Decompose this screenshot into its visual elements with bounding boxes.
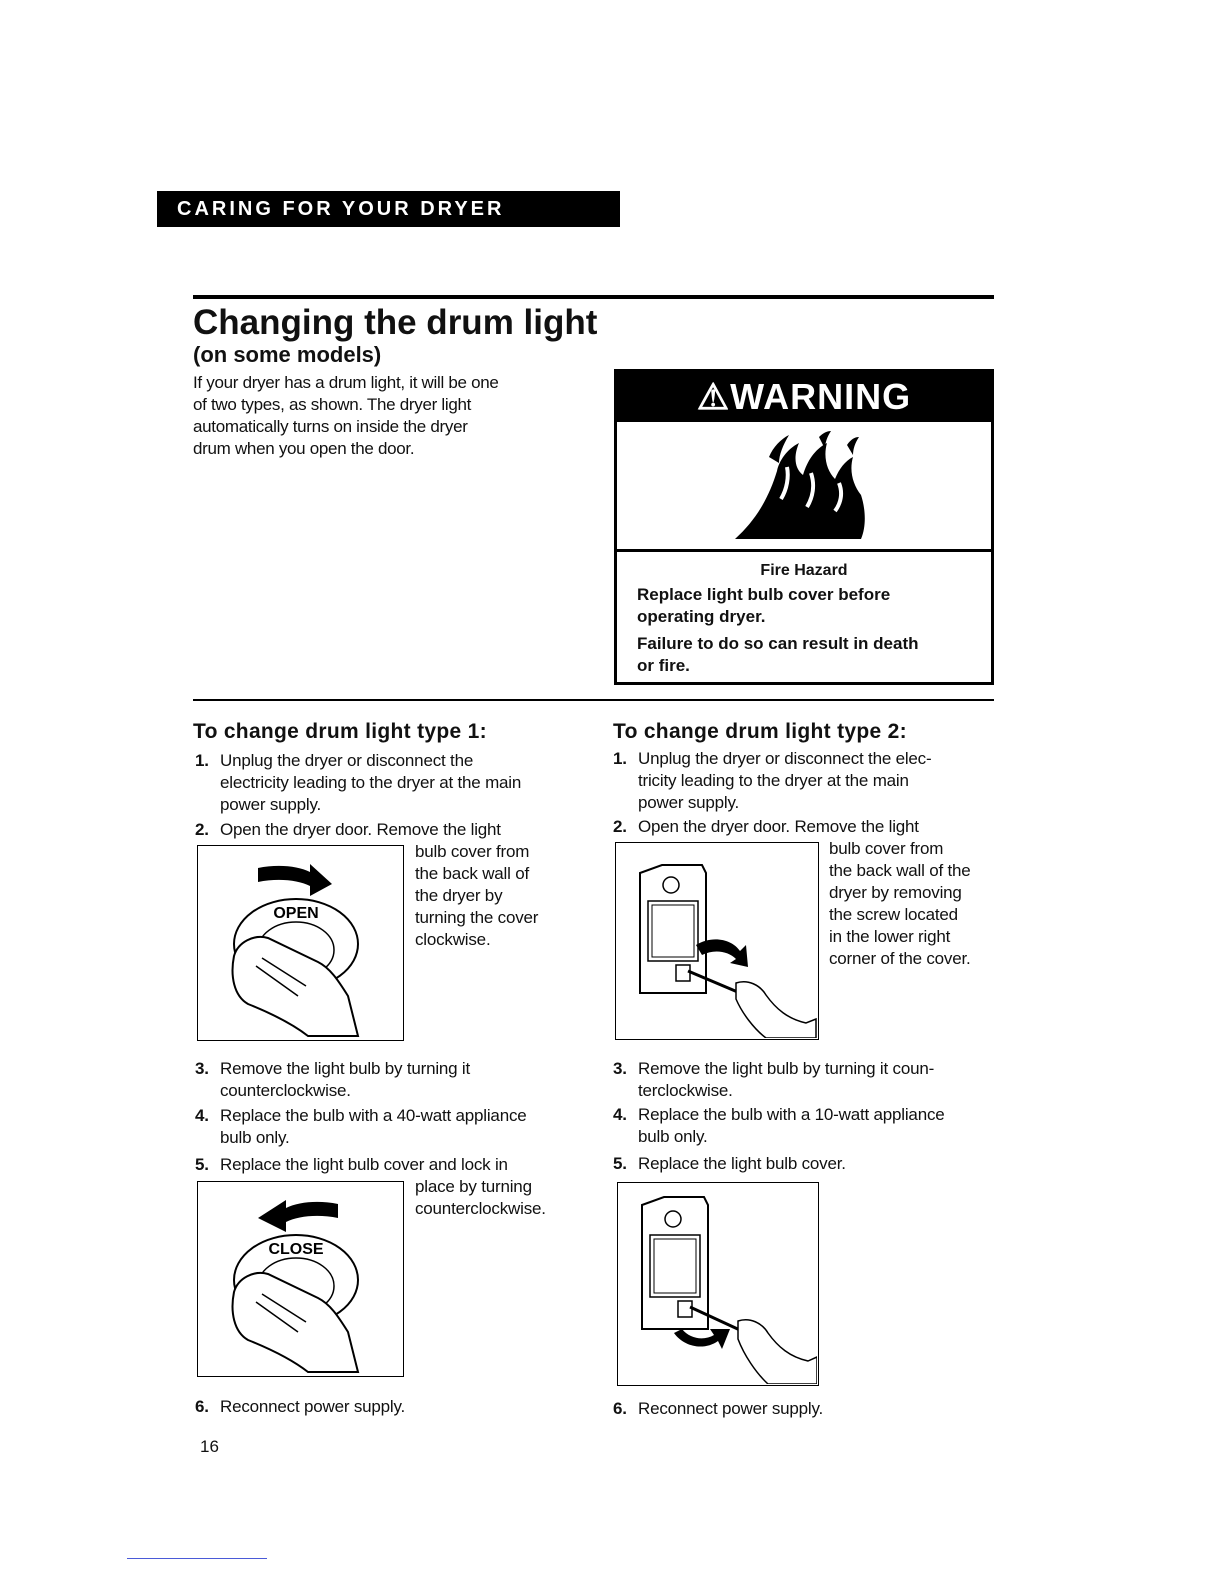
step-number: 5. [613,1154,627,1173]
step-line: dryer by removing [829,883,962,902]
type1-step-5-cont [415,1176,585,1220]
step-number: 6. [613,1399,627,1418]
type2-remove-figure [615,842,819,1040]
step-line: the screw located [829,905,958,924]
replace-screw-illustration [618,1183,817,1384]
hazard-consequence [637,633,977,677]
open-label: OPEN [273,905,319,922]
type2-step-2-cont [829,838,1004,970]
remove-screw-illustration [616,843,817,1038]
step-number: 1. [613,749,627,768]
step-line: counterclockwise. [220,1081,351,1100]
type1-step-2 [195,819,585,841]
warning-header: ⚠WARNING [617,372,991,422]
type2-heading: To change drum light type 2: [613,720,907,743]
type1-step-5 [195,1154,585,1176]
step-line: the dryer by [415,886,503,905]
hazard-line: Failure to do so can result in death [637,634,919,653]
type2-step-1 [613,748,998,814]
step-line: bulb only. [638,1127,708,1146]
warning-box [614,369,994,685]
type1-open-figure [197,845,404,1041]
step-line: bulb cover from [415,842,530,861]
step-line: Replace the bulb with a 40-watt appliance [220,1106,527,1125]
warning-icon-area [617,422,991,552]
hazard-instruction [637,584,977,628]
type2-step-6 [613,1398,998,1420]
step-line: Remove the light bulb by turning it coun- [638,1059,935,1078]
step-line: Reconnect power supply. [638,1399,824,1418]
section-divider [193,699,994,701]
step-line: Replace the light bulb cover. [638,1154,846,1173]
hazard-title: Fire Hazard [760,562,848,579]
step-line: power supply. [220,795,322,814]
step-line: Open the dryer door. Remove the light [638,817,919,836]
type1-step-1 [195,750,585,816]
step-number: 2. [613,817,627,836]
page-number: 16 [200,1437,219,1456]
type2-step-5 [613,1153,998,1175]
step-line: Unplug the dryer or disconnect the elec- [638,749,932,768]
step-line: Replace the bulb with a 10-watt appliance [638,1105,945,1124]
step-line: corner of the cover. [829,949,971,968]
step-line: bulb cover from [829,839,944,858]
hazard-line: Replace light bulb cover before [637,585,891,604]
step-line: power supply. [638,793,740,812]
step-number: 4. [195,1106,209,1125]
step-line: Reconnect power supply. [220,1397,406,1416]
hazard-line: operating dryer. [637,607,766,626]
type2-step-2 [613,816,998,838]
counterclockwise-arrow-icon [258,1200,338,1232]
step-line: the back wall of the [829,861,971,880]
footer-rule [127,1558,267,1559]
type1-close-figure [197,1181,404,1377]
type2-replace-figure [617,1182,819,1386]
type1-step-3 [195,1058,585,1102]
step-line: tricity leading to the dryer at the main [638,771,909,790]
step-number: 5. [195,1155,209,1174]
type1-step-2-cont [415,841,575,951]
hazard-line: or fire. [637,656,690,675]
step-line: clockwise. [415,930,491,949]
clockwise-arrow-icon [674,1329,730,1349]
step-number: 6. [195,1397,209,1416]
close-label: CLOSE [268,1241,324,1258]
step-line: place by turning [415,1177,532,1196]
title-rule [193,295,994,299]
intro-paragraph [193,372,573,460]
fire-hazard-icon [727,427,877,542]
close-cover-illustration [198,1182,402,1375]
section-banner: CARING FOR YOUR DRYER [157,191,620,227]
step-line: electricity leading to the dryer at the main [220,773,522,792]
type1-step-4 [195,1105,585,1149]
step-line: bulb only. [220,1128,290,1147]
step-number: 2. [195,820,209,839]
step-number: 4. [613,1105,627,1124]
step-line: Replace the light bulb cover and lock in [220,1155,508,1174]
step-number: 1. [195,751,209,770]
step-number: 3. [613,1059,627,1078]
page-title: Changing the drum light [193,303,598,342]
type1-heading: To change drum light type 1: [193,720,487,743]
intro-line: drum when you open the door. [193,439,415,458]
intro-line: automatically turns on inside the dryer [193,417,468,436]
step-line: counterclockwise. [415,1199,546,1218]
step-line: terclockwise. [638,1081,733,1100]
step-line: turning the cover [415,908,539,927]
type2-step-4 [613,1104,998,1148]
intro-line: If your dryer has a drum light, it will be one [193,373,499,392]
page-subtitle: (on some models) [193,342,382,367]
step-line: Remove the light bulb by turning it [220,1059,471,1078]
step-line: the back wall of [415,864,529,883]
open-cover-illustration [198,846,402,1039]
step-line: Open the dryer door. Remove the light [220,820,501,839]
intro-line: of two types, as shown. The dryer light [193,395,472,414]
step-number: 3. [195,1059,209,1078]
step-line: in the lower right [829,927,951,946]
type1-step-6 [195,1396,585,1418]
step-line: Unplug the dryer or disconnect the [220,751,474,770]
type2-step-3 [613,1058,998,1102]
clockwise-arrow-icon [258,864,332,896]
